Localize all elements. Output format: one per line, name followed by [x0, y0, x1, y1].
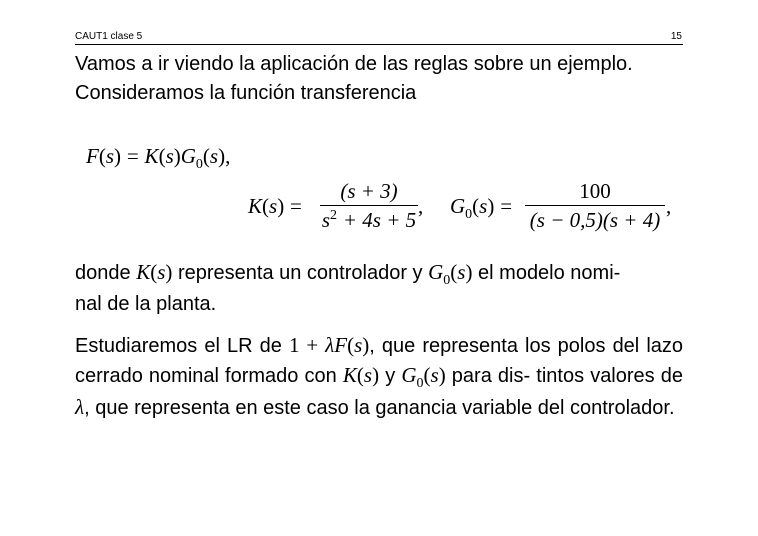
text-span: nal de la planta.: [75, 293, 217, 315]
course-title: CAUT1 clase 5: [75, 31, 143, 42]
text-span: variable del controlador.: [462, 397, 675, 419]
paragraph-3: Estudiaremos el LR de 1 + λF(s), que representa los polos del lazo cerrado nominal formado con K(s) y $G_0(s)$ para dis- tintos valores de λ, que representa en este caso la ganancia variable del controlador.: [75, 333, 684, 419]
eq-G-subscript: 0: [416, 376, 424, 391]
eq-equals: =: [126, 144, 139, 168]
eq-F-symbol: F: [334, 333, 348, 357]
eq-G-subscript: 0: [443, 273, 451, 288]
lr-expression-one-plus: 1 +: [288, 333, 319, 357]
intro-paragraph: [75, 50, 683, 108]
eq-G-symbol: G: [428, 260, 444, 284]
lambda-symbol: λ: [325, 333, 335, 357]
text-span: y: [385, 365, 396, 387]
eq-s-var: s: [269, 194, 278, 218]
eq-G-denominator: (s − 0,5)(s + 4): [529, 208, 661, 232]
eq-G-subscript: 0: [465, 207, 473, 222]
eq-G-symbol: G: [401, 363, 417, 387]
text-span: el modelo nomi-: [478, 262, 621, 284]
slide-header: [75, 30, 683, 45]
equation-F: $F(s) = K(s)G_0(s)$,: [86, 144, 231, 172]
intro-line-2: Consideramos la función transferencia: [75, 82, 417, 104]
eq-comma: ,: [666, 194, 672, 218]
eq-G-numerator: 100: [579, 179, 611, 203]
eq-K-fraction: [320, 178, 418, 237]
eq-comma: ,: [418, 194, 424, 218]
fraction-bar: [320, 205, 418, 206]
text-span: , que representa los polos: [369, 335, 606, 357]
eq-s-var: s: [457, 260, 466, 284]
fraction-bar: [525, 205, 665, 206]
text-span: donde: [75, 262, 131, 284]
text-span: Estudiaremos el LR de: [75, 335, 282, 357]
eq-equals: =: [500, 194, 513, 218]
eq-G-lhs: $G_0(s)$ =: [450, 194, 513, 222]
eq-s-var: s: [430, 363, 439, 387]
eq-G-symbol: G: [180, 144, 196, 168]
eq-s-var: s: [209, 144, 219, 168]
eq-s-var: s: [354, 333, 363, 357]
eq-K-numerator: (s + 3): [340, 179, 398, 203]
eq-K-symbol: K: [248, 194, 263, 218]
eq-s-var: s: [321, 208, 331, 232]
lambda-symbol: λ: [75, 395, 85, 419]
eq-equals: =: [290, 194, 302, 218]
page-number: 15: [670, 31, 682, 42]
eq-K-denominator: [320, 207, 418, 237]
eq-K-symbol: K: [342, 363, 357, 387]
eq-F-symbol: F: [86, 144, 99, 168]
eq-K-symbol: K: [136, 260, 151, 284]
eq-K-denominator-rest: + 4s + 5: [342, 208, 417, 232]
eq-s-var: s: [157, 260, 166, 284]
eq-exponent: 2: [330, 208, 338, 223]
eq-K-lhs: K(s) =: [248, 194, 302, 218]
text-span: , que representa en este caso la ganancia: [84, 397, 457, 419]
eq-comma: ,: [225, 144, 231, 168]
text-span: para dis-: [451, 365, 531, 387]
intro-line-1: Vamos a ir viendo la aplicación de las reglas sobre un ejemplo.: [75, 53, 633, 75]
eq-G-symbol: G: [450, 194, 466, 218]
paragraph-2: donde K(s) representa un controlador y $G_0(s)$ el modelo nomi- nal de la planta.: [75, 260, 621, 315]
eq-G-subscript: 0: [195, 157, 203, 172]
eq-G-fraction: [525, 178, 665, 233]
eq-s-var: s: [105, 144, 115, 168]
text-span: representa un controlador y: [177, 262, 423, 284]
text-span: tintos valores de: [536, 365, 684, 387]
eq-s-var: s: [479, 194, 488, 218]
eq-s-var: s: [363, 363, 373, 387]
text-span: del lazo cerrado nominal formado con: [75, 335, 684, 387]
eq-s-var: s: [165, 144, 174, 168]
eq-K-symbol: K: [144, 144, 159, 168]
